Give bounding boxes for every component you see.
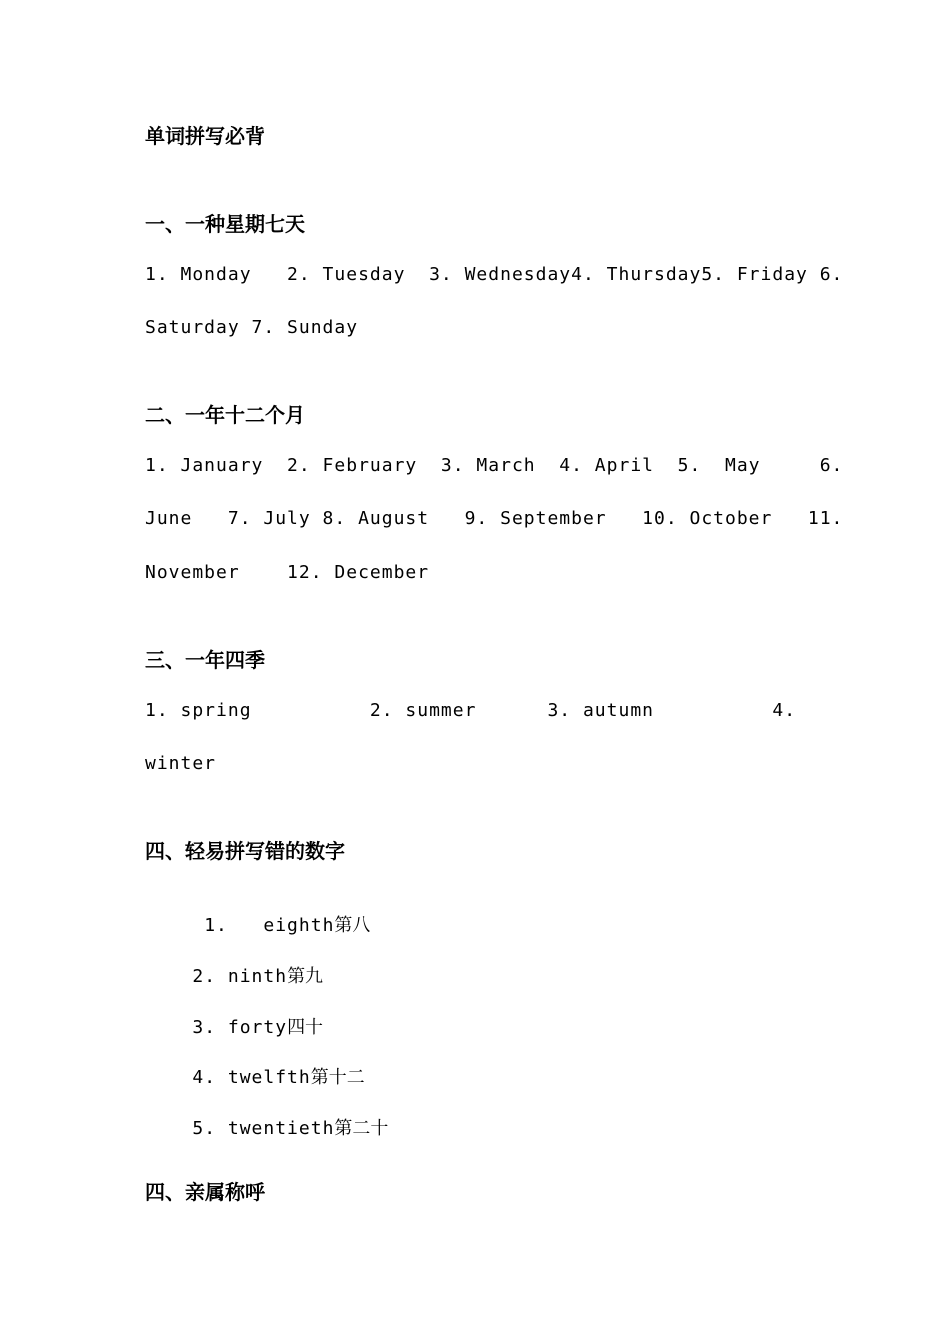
seasons-line-1: 1. spring 2. summer 3. autumn 4. — [145, 700, 797, 721]
item-english: 3. forty — [192, 1017, 288, 1038]
item-chinese: 四十 — [287, 1017, 324, 1038]
weekdays-line-1: 1. Monday 2. Tuesday 3. Wednesday4. Thursday5. Friday 6. — [145, 264, 844, 285]
item-english: 5. twentieth — [192, 1118, 335, 1139]
section-heading-seasons: 三、一年四季 — [145, 648, 265, 672]
item-chinese: 第二十 — [334, 1118, 389, 1139]
section-heading-months: 二、一年十二个月 — [145, 403, 305, 427]
item-english: 4. twelfth — [192, 1067, 311, 1088]
list-item — [145, 1093, 388, 1165]
item-english: 1. eighth — [192, 915, 335, 936]
section-heading-relatives: 四、亲属称呼 — [145, 1180, 265, 1204]
item-chinese: 第十二 — [310, 1067, 365, 1088]
months-line-1: 1. January 2. February 3. March 4. April 5. May 6. — [145, 455, 844, 476]
document-title: 单词拼写必背 — [145, 124, 265, 148]
weekdays-line-2: Saturday 7. Sunday — [145, 317, 359, 338]
item-chinese: 第九 — [287, 966, 324, 987]
item-chinese: 第八 — [334, 915, 371, 936]
section-heading-weekdays: 一、一种星期七天 — [145, 212, 305, 236]
months-line-2: June 7. July 8. August 9. September 10. October 11. — [145, 508, 844, 529]
months-line-3: November 12. December — [145, 562, 430, 583]
seasons-line-2: winter — [145, 753, 217, 774]
section-heading-numbers: 四、轻易拼写错的数字 — [145, 839, 345, 863]
item-english: 2. ninth — [192, 966, 288, 987]
